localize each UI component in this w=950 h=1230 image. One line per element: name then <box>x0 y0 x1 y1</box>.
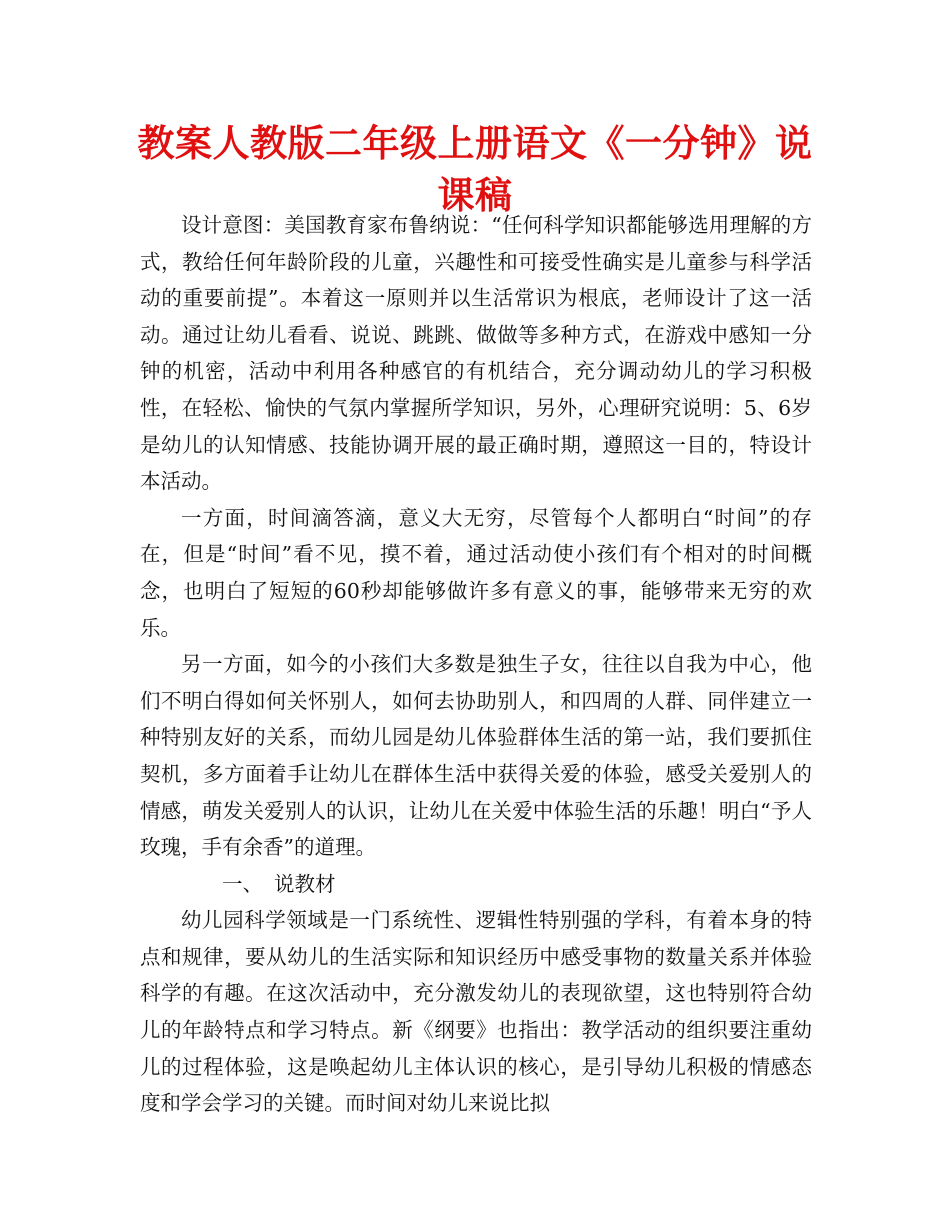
section-number: 一、 <box>222 871 263 896</box>
section-heading <box>140 866 812 903</box>
paragraph-time-concept: 一方面，时间滴答滴，意义大无穷，尽管每个人都明白“时间”的存在，但是“时间”看不见，摸不着，通过活动使小孩们有个相对的时间概念，也明白了短短的60秒却能够做许多有意义的事，能够带来无穷的欢乐。 <box>140 505 812 640</box>
document-title: 教案人教版二年级上册语文《一分钟》说课稿 <box>137 122 813 217</box>
paragraph-caring-others: 另一方面，如今的小孩们大多数是独生子女，往往以自我为中心，他们不明白得如何关怀别人，如何去协助别人，和四周的人群、同伴建立一种特别友好的关系，而幼儿园是幼儿体验群体生活的第一站，我们要抓住契机，多方面着手让幼儿在群体生活中获得关爱的体验，感受关爱别人的情感，萌发关爱别人的认识，让幼儿在关爱中体验生活的乐趣！明白“予人玫瑰，手有余香”的道理。 <box>140 652 812 860</box>
paragraph-design-intent: 设计意图：美国教育家布鲁纳说：“任何科学知识都能够选用理解的方式，教给任何年龄阶段的儿童，兴趣性和可接受性确实是儿童参与科学活动的重要前提”。本着这一原则并以生活常识为根底，老师设计了这一活动。通过让幼儿看看、说说、跳跳、做做等多种方式，在游戏中感知一分钟的机密，活动中利用各种感官的有机结合，充分调动幼儿的学习积极性，在轻松、愉快的气氛内掌握所学知识，另外，心理研究说明：5、6岁是幼儿的认知情感、技能协调开展的最正确时期，遵照这一目的，特设计本活动。 <box>140 213 812 494</box>
section-heading-text: 说教材 <box>274 871 336 896</box>
paragraph-textbook: 幼儿园科学领域是一门系统性、逻辑性特别强的学科，有着本身的特点和规律，要从幼儿的生活实际和知识经历中感受事物的数量关系并体验科学的有趣。在这次活动中，充分激发幼儿的表现欲望，这也特别符合幼儿的年龄特点和学习特点。新《纲要》也指出：教学活动的组织要注重幼儿的过程体验，这是唤起幼儿主体认识的核心，是引导幼儿积极的情感态度和学会学习的关键。而时间对幼儿来说比拟 <box>140 908 812 1116</box>
document-body <box>140 207 812 1122</box>
